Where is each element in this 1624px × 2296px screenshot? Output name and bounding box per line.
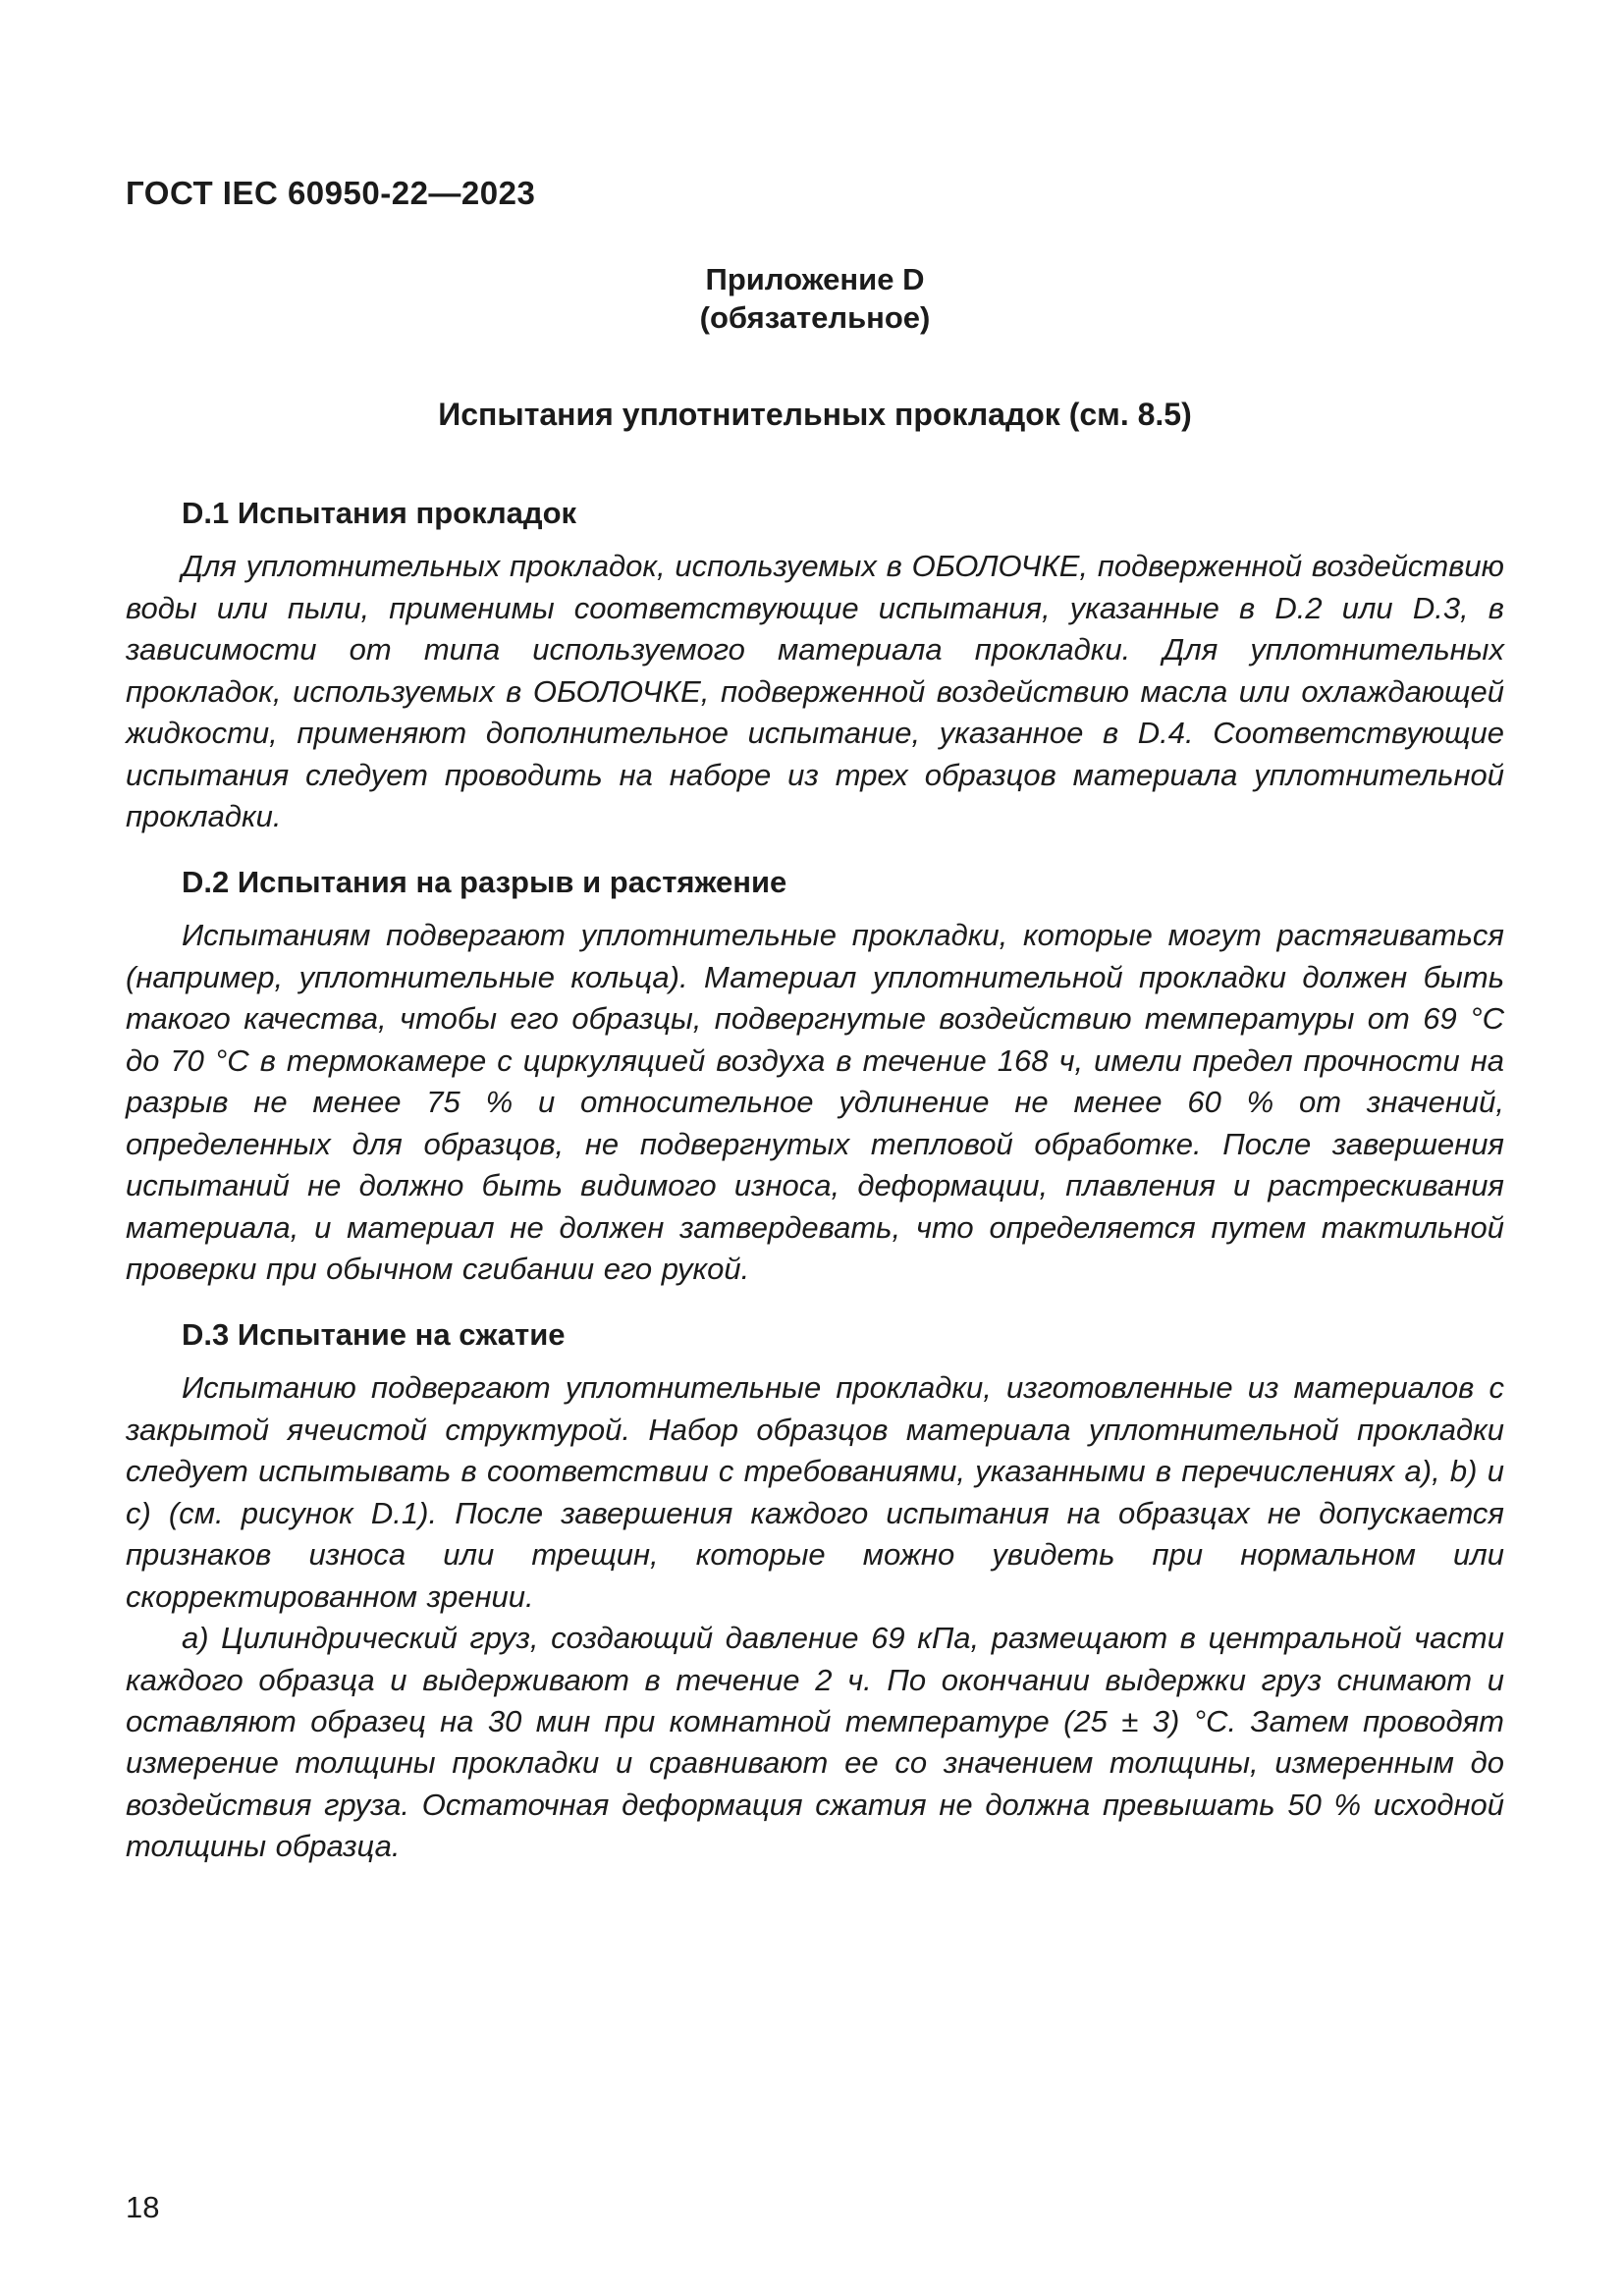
section-d3	[126, 1316, 1504, 1868]
section-d2	[126, 864, 1504, 1291]
section-d1	[126, 495, 1504, 838]
section-d3-paragraph-2: а) Цилиндрический груз, создающий давление 69 кПа, размещают в центральной части каждого образца и выдерживают в течение 2 ч. По окончании выдержки груз снимают и оставляют образец на 30 мин при комнатной температуре (25 ± 3) °C. Затем проводят измерение толщины прокладки и сравнивают ее со значением толщины, измеренным до воздействия груза. Остаточная деформация сжатия не должна превышать 50 % исходной толщины образца.	[126, 1621, 1504, 1864]
section-d1-heading: D.1 Испытания прокладок	[182, 495, 577, 530]
annex-label: Приложение D	[705, 262, 925, 296]
section-d3-paragraph-1: Испытанию подвергают уплотнительные прокладки, изготовленные из материалов с закрытой ячеистой структурой. Набор образцов материала уплотнительной прокладки следует испытывать в соответствии с требованиями, указанными в перечислениях a), b) и c) (см. рисунок D.1). После завершения каждого испытания на образцах не допускается признаков износа или трещин, которые можно увидеть при нормальном или скорректированном зрении.	[126, 1370, 1504, 1614]
section-d1-paragraph: Для уплотнительных прокладок, используемых в ОБОЛОЧКЕ, подверженной воздействию воды или пыли, применимы соответствующие испытания, указанные в D.2 или D.3, в зависимости от типа используемого материала прокладки. Для уплотнительных прокладок, используемых в ОБОЛОЧКЕ, подверженной воздействию масла или охлаждающей жидкости, применяют дополнительное испытание, указанное в D.4. Соответствующие испытания следует проводить на наборе из трех образцов материала уплотнительной прокладки.	[126, 549, 1504, 834]
document-header: ГОСТ IEC 60950-22—2023	[126, 175, 536, 211]
section-d2-paragraph: Испытаниям подвергают уплотнительные прокладки, которые могут растягиваться (например, уплотнительные кольца). Материал уплотнительной прокладки должен быть такого качества, чтобы его образцы, подвергнутые воздействию температуры от 69 °C до 70 °C в термокамере с циркуляцией воздуха в течение 168 ч, имели предел прочности на разрыв не менее 75 % и относительное удлинение не менее 60 % от значений, определенных для образцов, не подвергнутых тепловой обработке. После завершения испытаний не должно быть видимого износа, деформации, плавления и растрескивания материала, и материал не должен затвердевать, что определяется путем тактильной проверки при обычном сгибании его рукой.	[126, 918, 1504, 1287]
section-d3-heading: D.3 Испытание на сжатие	[182, 1316, 566, 1352]
section-d2-heading: D.2 Испытания на разрыв и растяжение	[182, 864, 787, 899]
annex-type: (обязательное)	[699, 299, 931, 335]
annex-title: Испытания уплотнительных прокладок (см. 8.5)	[438, 396, 1192, 432]
page-content	[126, 175, 1504, 1868]
page-number: 18	[126, 2190, 160, 2224]
